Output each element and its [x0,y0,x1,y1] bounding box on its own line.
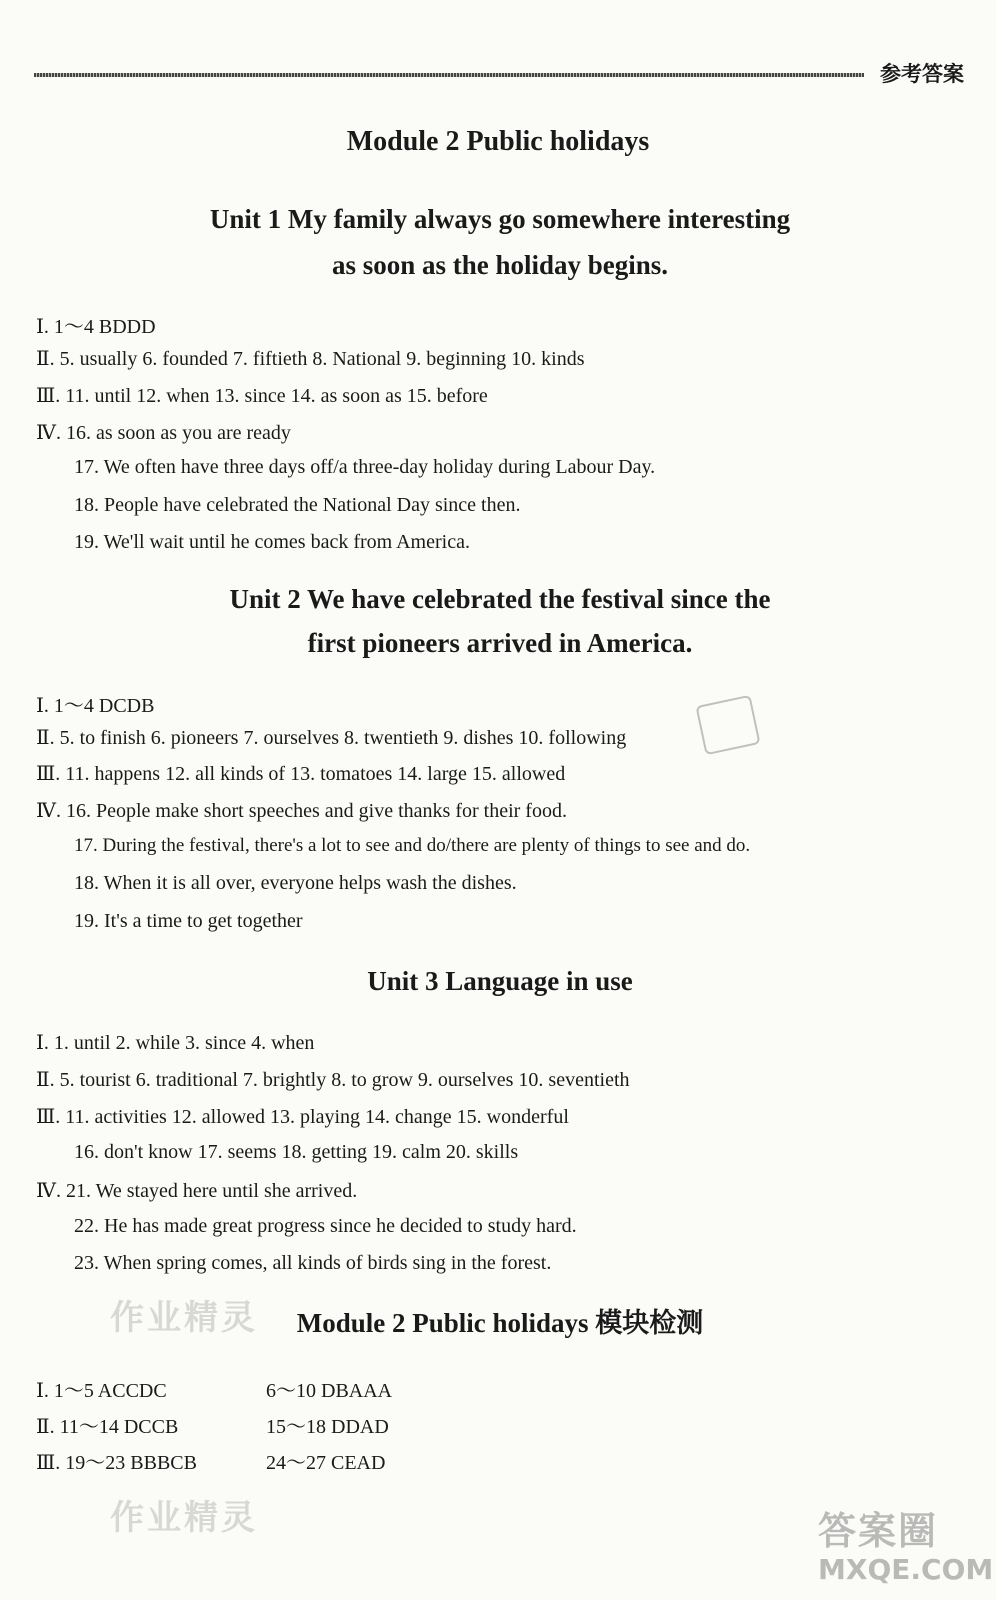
module-test-right: 24～27 CEAD [266,1452,386,1474]
unit3-line: Ⅳ. 21. We stayed here until she arrived. [36,1180,358,1202]
unit3-line: Ⅲ. 11. activities 12. allowed 13. playing 14. change 15. wonderful [36,1106,569,1128]
logo-text: 答案圈 [818,1509,939,1553]
header-rule [34,73,864,77]
unit3-line: 16. don't know 17. seems 18. getting 19. calm 20. skills [74,1141,519,1163]
site-logo [818,1500,993,1586]
unit2-title-line1: Unit 2 We have celebrated the festival since the [229,584,771,614]
module-test-row [36,1410,389,1439]
page-header [34,56,964,86]
unit1-title-line2: as soon as the holiday begins. [331,250,669,280]
unit1-line: 17. We often have three days off/a three-day holiday during Labour Day. [74,456,656,478]
module-test-left: Ⅰ. 1～5 ACCDC [36,1380,167,1402]
unit1-line: Ⅰ. 1～4 BDDD [36,316,156,338]
module-test-row [36,1446,386,1475]
watermark-text: 作业精灵 [110,1298,258,1338]
stamp-mark [695,695,760,756]
module-title: Module 2 Public holidays [346,126,650,157]
unit2-line: 19. It's a time to get together [74,910,303,932]
header-label: 参考答案 [880,62,964,86]
module-test-left: Ⅱ. 11～14 DCCB [36,1416,179,1438]
module-test-right: 6～10 DBAAA [266,1380,393,1402]
unit2-line: Ⅱ. 5. to finish 6. pioneers 7. ourselves 8. twentieth 9. dishes 10. following [36,727,627,749]
unit3-title: Unit 3 Language in use [367,966,633,996]
module-test-right: 15～18 DDAD [266,1416,389,1438]
logo-url: MXQE.COM [818,1553,994,1586]
unit3-line: 22. He has made great progress since he decided to study hard. [74,1215,577,1237]
unit2-title-line2: first pioneers arrived in America. [307,628,693,658]
unit1-line: 19. We'll wait until he comes back from America. [74,531,470,553]
unit2-line: Ⅲ. 11. happens 12. all kinds of 13. tomatoes 14. large 15. allowed [36,763,566,785]
unit2-line: 18. When it is all over, everyone helps wash the dishes. [74,872,517,894]
unit3-line: Ⅰ. 1. until 2. while 3. since 4. when [36,1032,315,1054]
unit1-line: Ⅲ. 11. until 12. when 13. since 14. as soon as 15. before [36,385,488,407]
unit2-line: 17. During the festival, there's a lot to see and do/there are plenty of things to see and do. [74,835,751,856]
unit1-title-line1: Unit 1 My family always go somewhere interesting [209,204,791,234]
module-test-title: Module 2 Public holidays 模块检测 [296,1308,704,1338]
watermark-text: 作业精灵 [110,1498,258,1538]
unit1-line: 18. People have celebrated the National Day since then. [74,494,521,516]
unit2-line: Ⅳ. 16. People make short speeches and give thanks for their food. [36,800,567,822]
module-test-row [36,1374,393,1403]
unit3-line: 23. When spring comes, all kinds of birds sing in the forest. [74,1252,552,1274]
module-test-left: Ⅲ. 19～23 BBBCB [36,1452,197,1474]
unit1-line: Ⅱ. 5. usually 6. founded 7. fiftieth 8. National 9. beginning 10. kinds [36,348,585,370]
unit1-line: Ⅳ. 16. as soon as you are ready [36,422,291,444]
unit3-line: Ⅱ. 5. tourist 6. traditional 7. brightly 8. to grow 9. ourselves 10. seventieth [36,1069,630,1091]
unit2-line: Ⅰ. 1～4 DCDB [36,695,155,717]
